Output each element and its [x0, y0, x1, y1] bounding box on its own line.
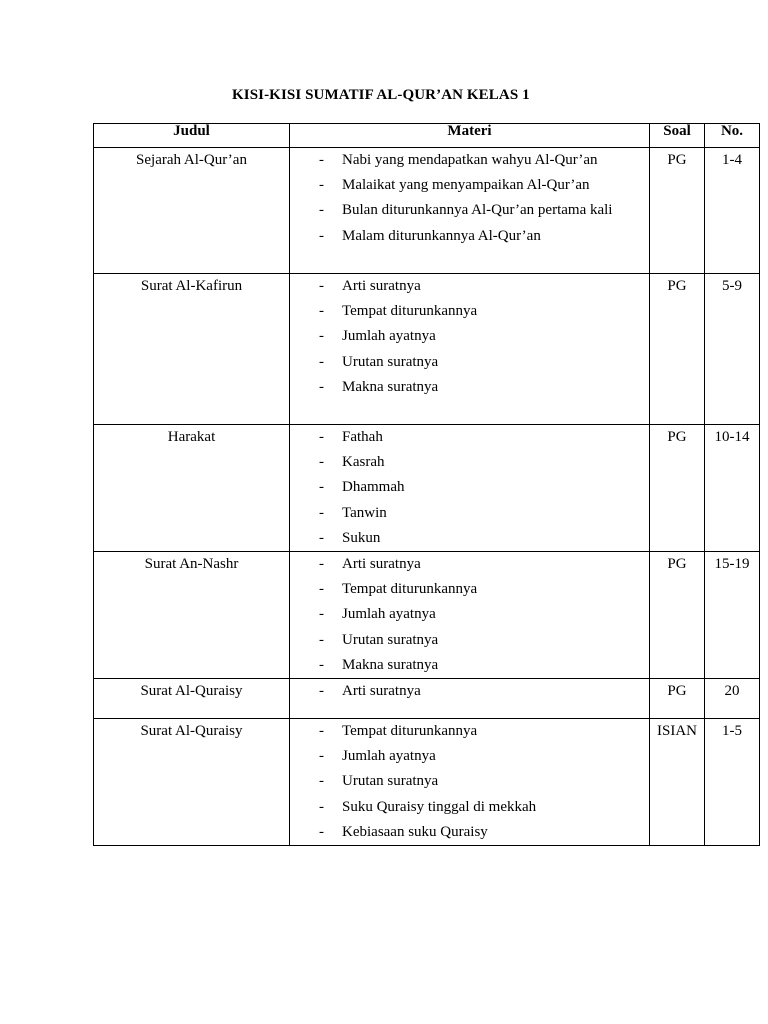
list-item: - Jumlah ayatnya	[319, 328, 436, 345]
materi-list	[290, 552, 649, 678]
soal-cell: PG	[650, 148, 705, 274]
materi-text: Arti suratnya	[342, 278, 421, 294]
header-no: No.	[705, 124, 760, 148]
list-item: - Tempat diturunkannya	[319, 581, 478, 598]
no-cell: 1-5	[705, 719, 760, 846]
soal-cell: PG	[650, 425, 705, 552]
materi-text: Kasrah	[342, 454, 385, 471]
no-cell: 5-9	[705, 274, 760, 425]
header-soal: Soal	[650, 124, 705, 148]
materi-cell	[290, 425, 650, 552]
materi-text: Arti suratnya	[342, 683, 421, 700]
materi-text: Urutan suratnya	[342, 631, 439, 648]
list-item: - Arti suratnya	[319, 278, 421, 294]
list-item: - Arti suratnya	[319, 683, 421, 700]
document-title: KISI-KISI SUMATIF AL-QUR’AN KELAS 1	[232, 87, 530, 103]
list-item: - Urutan suratnya	[319, 353, 439, 370]
list-item: - Tanwin	[319, 504, 387, 521]
materi-text: Bulan diturunkannya Al-Qur’an pertama kali	[342, 202, 613, 219]
materi-text: Makna suratnya	[342, 378, 439, 395]
materi-text: Tempat diturunkannya	[342, 723, 478, 740]
list-item: - Arti suratnya	[319, 556, 421, 573]
table-row	[94, 552, 760, 679]
no-cell: 15-19	[705, 552, 760, 679]
materi-text: Sukun	[342, 529, 381, 546]
header-judul: Judul	[94, 124, 290, 148]
materi-text: Makna suratnya	[342, 656, 439, 673]
materi-cell	[290, 679, 650, 719]
judul-cell: Sejarah Al-Qur’an	[94, 148, 290, 274]
list-item: - Kasrah	[319, 454, 385, 471]
table-header-row	[94, 124, 760, 148]
materi-text: Urutan suratnya	[342, 353, 439, 370]
list-item: - Jumlah ayatnya	[319, 606, 436, 623]
materi-text: Fathah	[342, 429, 383, 445]
list-item: - Kebiasaan suku Quraisy	[319, 823, 488, 840]
no-cell: 10-14	[705, 425, 760, 552]
materi-text: Jumlah ayatnya	[342, 606, 436, 623]
list-item: - Makna suratnya	[319, 656, 439, 673]
materi-text: Arti suratnya	[342, 556, 421, 573]
materi-cell	[290, 719, 650, 846]
materi-text: Nabi yang mendapatkan wahyu Al-Qur’an	[342, 152, 598, 168]
list-item: - Tempat diturunkannya	[319, 723, 478, 740]
list-item: - Dhammah	[319, 479, 405, 496]
materi-text: Jumlah ayatnya	[342, 328, 436, 345]
materi-text: Kebiasaan suku Quraisy	[342, 823, 488, 840]
no-cell: 1-4	[705, 148, 760, 274]
materi-cell	[290, 274, 650, 425]
table-row	[94, 148, 760, 274]
no-cell: 20	[705, 679, 760, 719]
materi-list	[290, 679, 649, 704]
kisi-kisi-table	[93, 123, 760, 846]
table-row	[94, 274, 760, 425]
table-row	[94, 719, 760, 846]
materi-cell	[290, 148, 650, 274]
soal-cell: ISIAN	[650, 719, 705, 846]
materi-text: Dhammah	[342, 479, 405, 496]
materi-list	[290, 425, 649, 551]
list-item: - Jumlah ayatnya	[319, 748, 436, 765]
soal-cell: PG	[650, 274, 705, 425]
list-item: - Tempat diturunkannya	[319, 303, 478, 320]
soal-cell: PG	[650, 679, 705, 719]
judul-cell: Surat Al-Kafirun	[94, 274, 290, 425]
judul-cell: Harakat	[94, 425, 290, 552]
materi-text: Tempat diturunkannya	[342, 303, 478, 320]
table-row	[94, 679, 760, 719]
list-item: - Urutan suratnya	[319, 773, 439, 790]
table-row	[94, 425, 760, 552]
list-item: - Malam diturunkannya Al-Qur’an	[319, 227, 541, 244]
materi-text: Jumlah ayatnya	[342, 748, 436, 765]
materi-text: Tempat diturunkannya	[342, 581, 478, 598]
list-item: - Fathah	[319, 429, 383, 445]
materi-text: Tanwin	[342, 504, 387, 521]
list-item: - Sukun	[319, 529, 381, 546]
list-item: - Suku Quraisy tinggal di mekkah	[319, 798, 537, 815]
list-item: - Bulan diturunkannya Al-Qur’an pertama kali	[319, 202, 613, 219]
materi-text: Urutan suratnya	[342, 773, 439, 790]
judul-cell: Surat An-Nashr	[94, 552, 290, 679]
soal-cell: PG	[650, 552, 705, 679]
materi-list	[290, 274, 649, 400]
materi-list	[290, 148, 649, 249]
judul-cell: Surat Al-Quraisy	[94, 719, 290, 846]
materi-text: Malam diturunkannya Al-Qur’an	[342, 227, 541, 244]
materi-text: Suku Quraisy tinggal di mekkah	[342, 798, 537, 815]
list-item: - Urutan suratnya	[319, 631, 439, 648]
materi-cell	[290, 552, 650, 679]
judul-cell: Surat Al-Quraisy	[94, 679, 290, 719]
list-item: - Malaikat yang menyampaikan Al-Qur’an	[319, 177, 590, 194]
materi-list	[290, 719, 649, 845]
header-materi: Materi	[290, 124, 650, 148]
list-item: - Nabi yang mendapatkan wahyu Al-Qur’an	[319, 152, 598, 168]
list-item: - Makna suratnya	[319, 378, 439, 395]
materi-text: Malaikat yang menyampaikan Al-Qur’an	[342, 177, 590, 194]
